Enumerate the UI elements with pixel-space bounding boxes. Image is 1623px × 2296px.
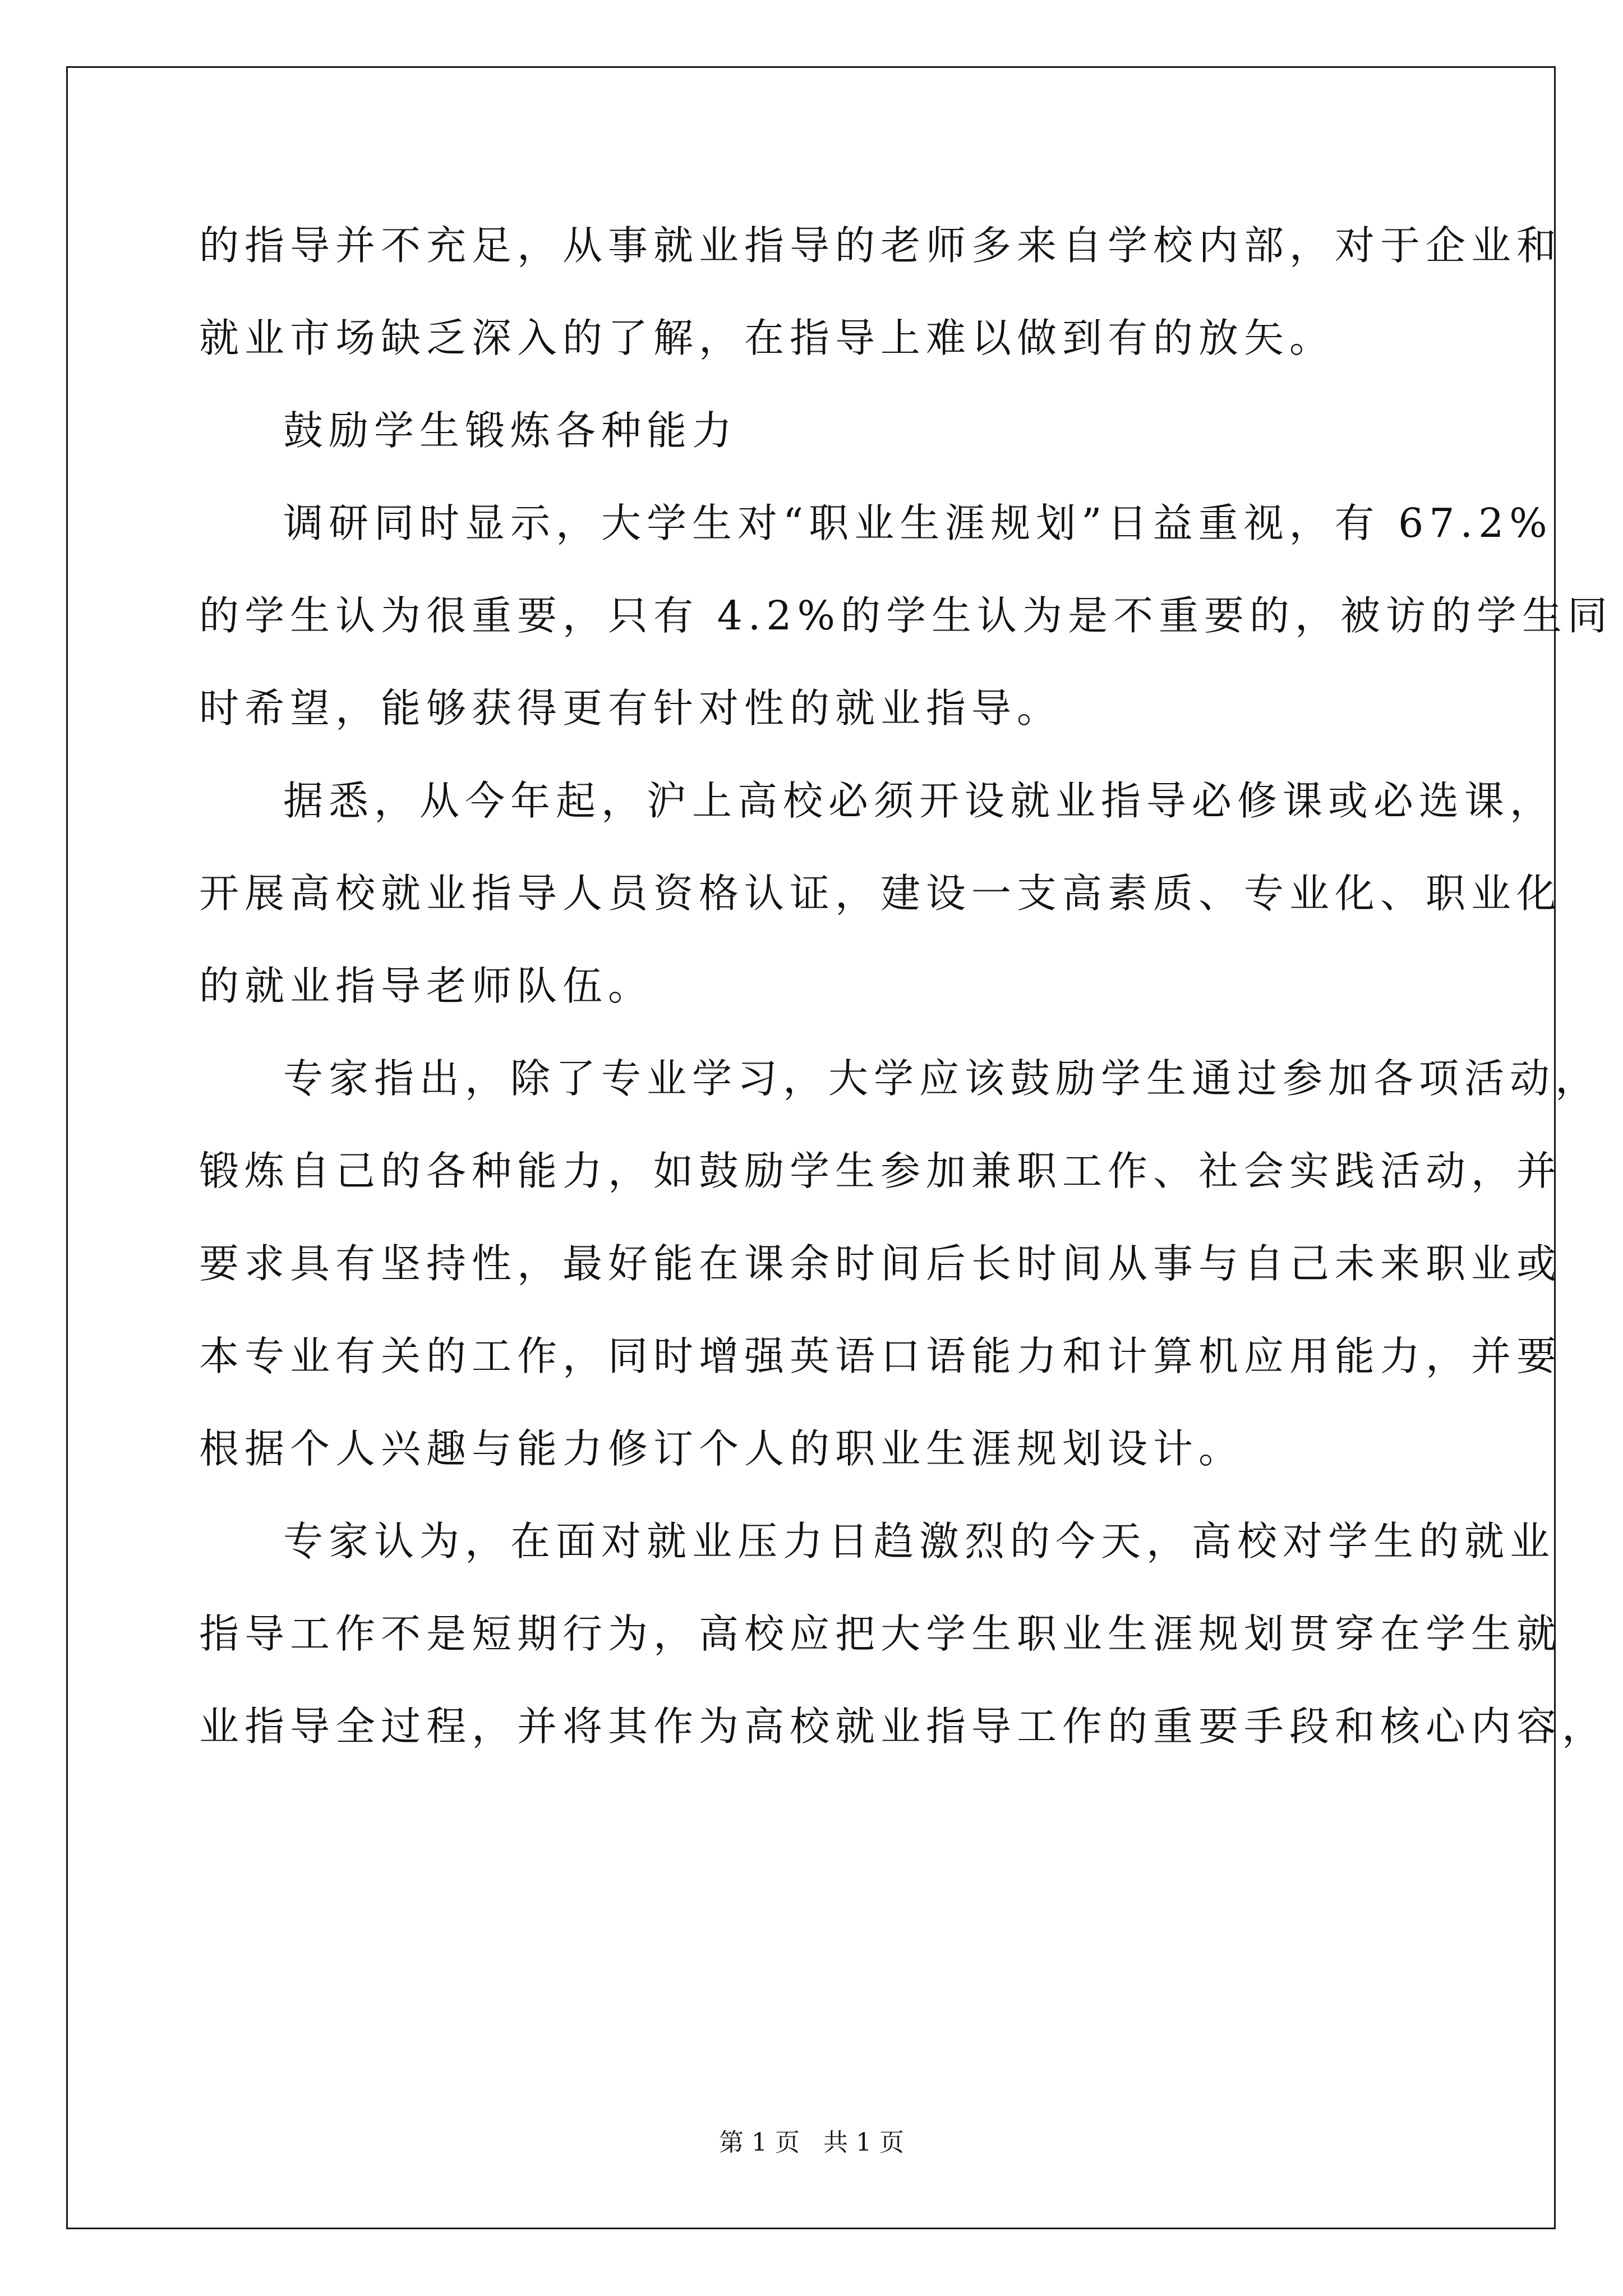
text-line: 据悉，从今年起，沪上高校必须开设就业指导必修课或必选课， [283, 777, 1556, 824]
text-line: 根据个人兴趣与能力修订个人的职业生涯规划设计。 [199, 1425, 1244, 1472]
text-line: 要求具有坚持性，最好能在课余时间后长时间从事与自己未来职业或 [199, 1240, 1562, 1287]
text-line: 调研同时显示，大学生对“职业生涯规划”日益重视，有 67.2% [283, 500, 1553, 546]
text-line: 就业市场缺乏深入的了解，在指导上难以做到有的放矢。 [199, 315, 1335, 361]
section-heading: 鼓励学生锻炼各种能力 [283, 407, 738, 454]
text-line: 时希望，能够获得更有针对性的就业指导。 [199, 685, 1063, 731]
text-line: 锻炼自己的各种能力，如鼓励学生参加兼职工作、社会实践活动，并 [199, 1148, 1562, 1194]
text-line: 业指导全过程，并将其作为高校就业指导工作的重要手段和核心内容， [199, 1703, 1608, 1750]
text-line: 的指导并不充足，从事就业指导的老师多来自学校内部，对于企业和 [199, 222, 1562, 269]
text-line: 的学生认为很重要，只有 4.2%的学生认为是不重要的，被访的学生同 [199, 592, 1613, 639]
text-line: 开展高校就业指导人员资格认证，建设一支高素质、专业化、职业化 [199, 870, 1562, 917]
text-line: 专家认为，在面对就业压力日趋激烈的今天，高校对学生的就业 [283, 1518, 1556, 1565]
text-line: 专家指出，除了专业学习，大学应该鼓励学生通过参加各项活动， [283, 1055, 1601, 1102]
page-number-footer: 第 1 页 共 1 页 [719, 2128, 904, 2157]
text-line: 的就业指导老师队伍。 [199, 963, 654, 1009]
text-line: 指导工作不是短期行为，高校应把大学生职业生涯规划贯穿在学生就 [199, 1611, 1562, 1657]
text-line: 本专业有关的工作，同时增强英语口语能力和计算机应用能力，并要 [199, 1333, 1562, 1379]
